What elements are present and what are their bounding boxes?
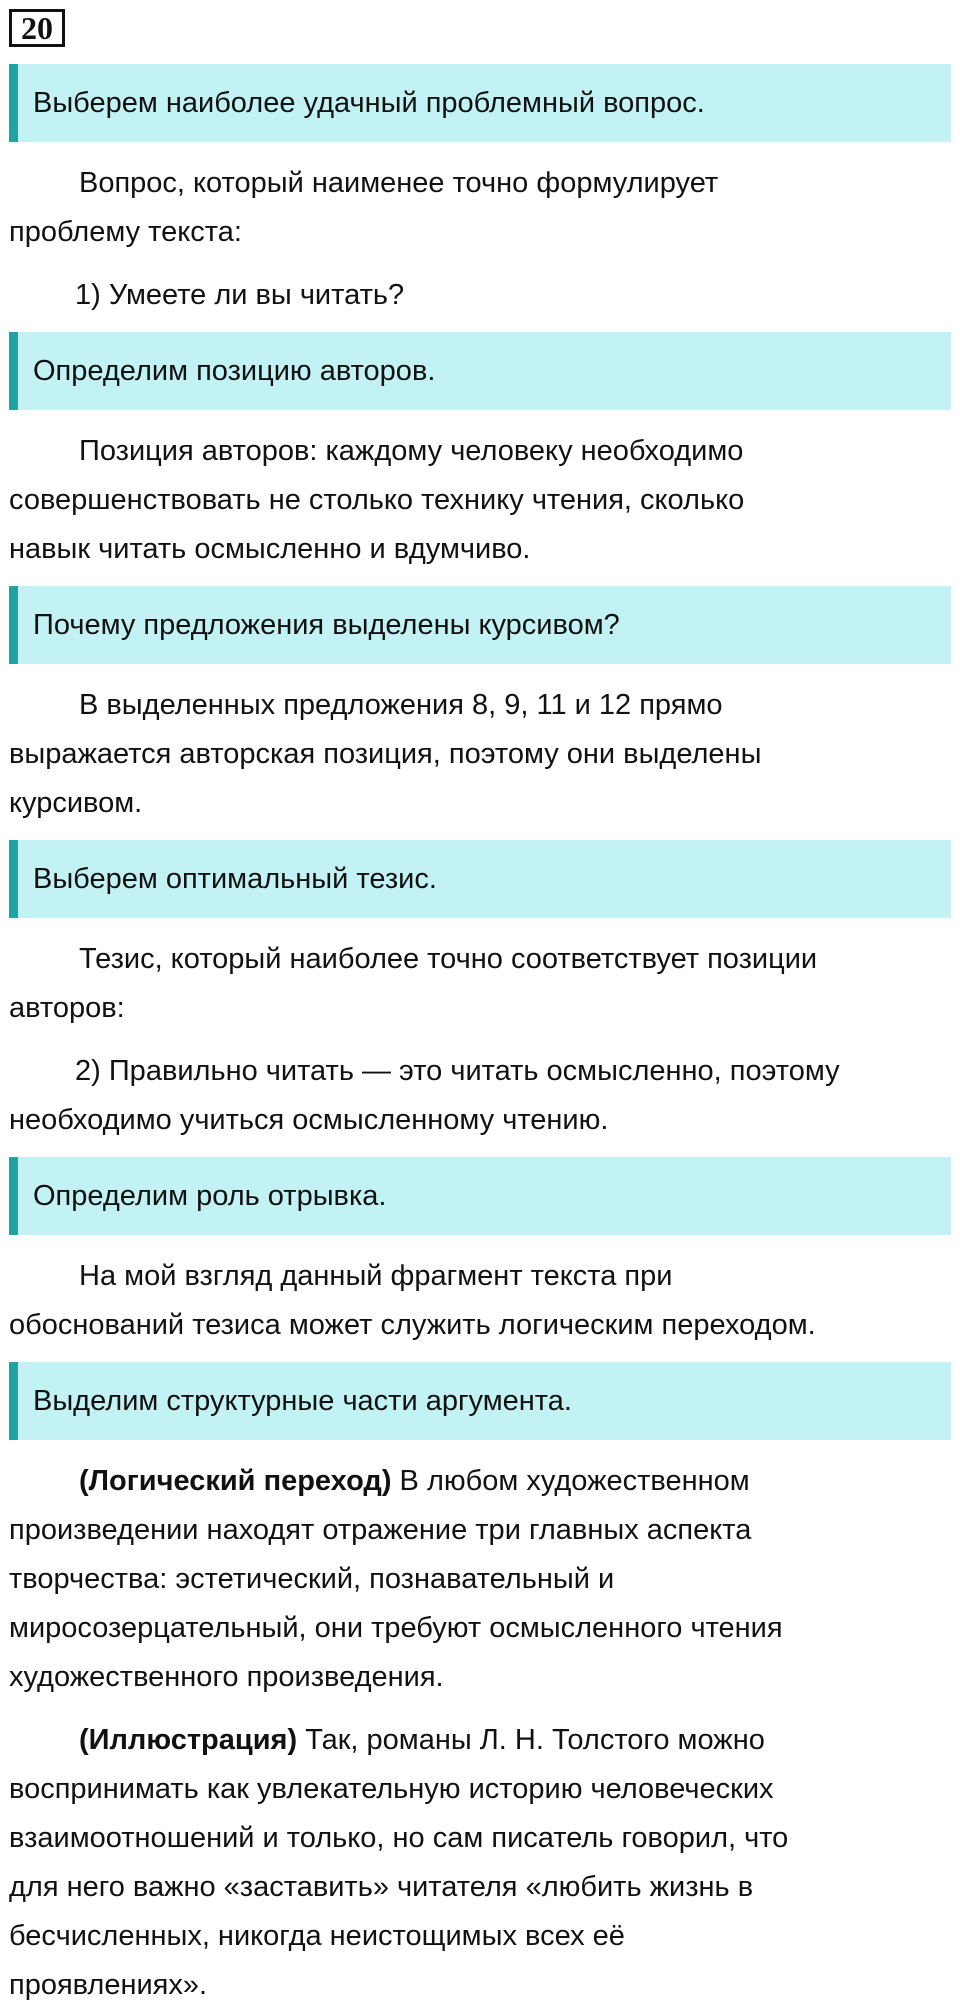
text-line: творчества: эстетический, познавательный и: [9, 1563, 615, 1595]
section-heading-excerpt-role: Определим роль отрывка.: [9, 1157, 951, 1235]
text-line: навык читать осмысленно и вдумчиво.: [9, 533, 531, 565]
text-line: взаимоотношений и только, но сам писатель говорил, что: [9, 1822, 789, 1854]
section-heading-thesis: Выберем оптимальный тезис.: [9, 840, 951, 918]
answer-item-question: 1) Умеете ли вы читать?: [75, 279, 405, 311]
argument-illustration: [9, 1716, 951, 2010]
text-line: авторов:: [9, 992, 125, 1024]
section-heading-argument-parts: Выделим структурные части аргумента.: [9, 1362, 951, 1440]
section-heading-italics: Почему предложения выделены курсивом?: [9, 586, 951, 664]
text-line: курсивом.: [9, 787, 143, 819]
text-line: проявлениях».: [9, 1969, 208, 2001]
text-line: выражается авторская позиция, поэтому они выделены: [9, 738, 762, 770]
argument-logical-transition: [9, 1457, 951, 1702]
text-line: обоснований тезиса может служить логическим переходом.: [9, 1309, 816, 1341]
section-text-excerpt-role: [9, 1252, 951, 1350]
text-line: В любом художественном: [391, 1465, 750, 1497]
section-text-authors-position: [9, 427, 951, 574]
answer-item-thesis: [9, 1047, 951, 1145]
text-line: проблему текста:: [9, 216, 242, 248]
label-illustration: (Иллюстрация): [79, 1724, 298, 1756]
text-line: необходимо учиться осмысленному чтению.: [9, 1104, 609, 1136]
section-heading-authors-position: Определим позицию авторов.: [9, 332, 951, 410]
text-line: Позиция авторов: каждому человеку необходимо: [79, 435, 744, 467]
text-line: Так, романы Л. Н. Толстого можно: [297, 1724, 765, 1756]
text-line: произведении находят отражение три главных аспекта: [9, 1514, 752, 1546]
section-text-italics: [9, 681, 951, 828]
text-line: бесчисленных, никогда неистощимых всех её: [9, 1920, 625, 1952]
text-line: Тезис, который наиболее точно соответствует позиции: [79, 943, 818, 975]
text-line: Вопрос, который наименее точно формулирует: [79, 167, 719, 199]
text-line: художественного произведения.: [9, 1661, 444, 1693]
section-text-thesis: [9, 935, 951, 1033]
section-text-problem-question: [9, 159, 951, 257]
task-number-badge: 20: [9, 9, 65, 47]
text-line: для него важно «заставить» читателя «любить жизнь в: [9, 1871, 754, 1903]
text-line: В выделенных предложения 8, 9, 11 и 12 прямо: [79, 689, 723, 721]
text-line: 2) Правильно читать — это читать осмысленно, поэтому: [75, 1055, 840, 1087]
text-line: На мой взгляд данный фрагмент текста при: [79, 1260, 673, 1292]
label-logical-transition: (Логический переход): [79, 1465, 392, 1497]
text-line: совершенствовать не столько технику чтения, сколько: [9, 484, 745, 516]
document-content: [9, 64, 951, 2010]
text-line: миросозерцательный, они требуют осмысленного чтения: [9, 1612, 783, 1644]
section-heading-problem-question: Выберем наиболее удачный проблемный вопрос.: [9, 64, 951, 142]
text-line: воспринимать как увлекательную историю человеческих: [9, 1773, 774, 1805]
